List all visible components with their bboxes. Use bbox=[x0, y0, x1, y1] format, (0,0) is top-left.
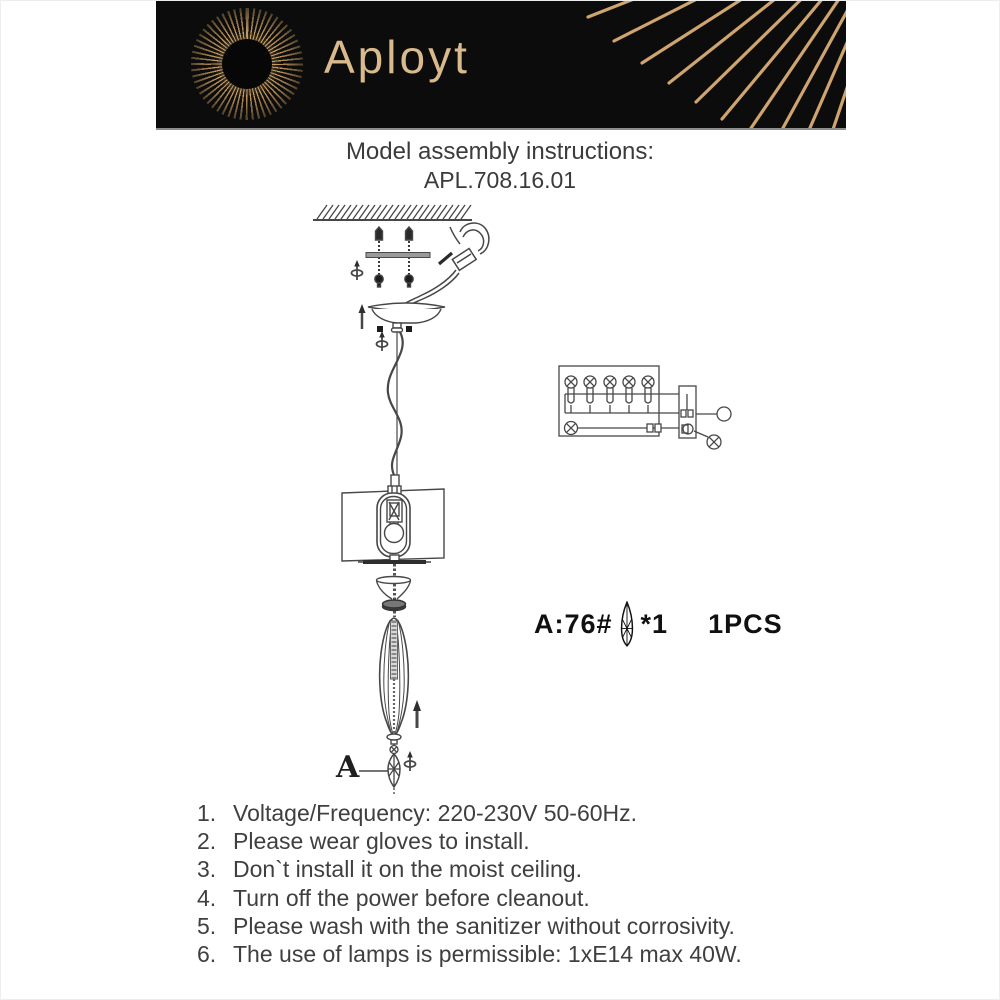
instruction-text: Turn off the power before cleanout. bbox=[233, 884, 590, 911]
instruction-item bbox=[197, 827, 897, 855]
instruction-number: 4. bbox=[197, 884, 217, 911]
ceiling-canopy bbox=[368, 303, 445, 332]
instruction-text: The use of lamps is permissible: 1xE14 max 40W. bbox=[233, 941, 742, 968]
instruction-number: 1. bbox=[197, 800, 217, 826]
wire-connector bbox=[403, 223, 489, 307]
instruction-number: 2. bbox=[197, 828, 217, 855]
glass-teardrop bbox=[380, 618, 409, 744]
instruction-number: 6. bbox=[197, 941, 217, 968]
mounting-screws bbox=[366, 227, 430, 287]
part-spec-pcs: 1PCS bbox=[708, 608, 783, 639]
rotate-icon bbox=[352, 260, 363, 280]
instruction-text: Voltage/Frequency: 220-230V 50-60Hz. bbox=[233, 800, 638, 826]
instruction-text: Please wear gloves to install. bbox=[233, 828, 530, 855]
instruction-item bbox=[197, 884, 897, 912]
part-label: A bbox=[336, 750, 360, 785]
rotate-icon bbox=[377, 331, 388, 351]
instruction-number: 3. bbox=[197, 856, 217, 883]
page-title: Model assembly instructions: bbox=[345, 138, 655, 165]
part-spec-code: A:76# bbox=[534, 608, 613, 639]
rotate-icon bbox=[405, 751, 416, 771]
instruction-text: Please wash with the sanitizer without corrosivity. bbox=[233, 912, 735, 939]
part-spec-count: *1 bbox=[640, 608, 669, 639]
up-arrow-icon bbox=[413, 700, 421, 728]
pendant-cord bbox=[388, 332, 403, 492]
ceiling-hatch bbox=[313, 205, 472, 220]
part-spec bbox=[534, 601, 783, 647]
crystal-drop bbox=[359, 744, 400, 796]
instructions-list bbox=[197, 799, 897, 968]
wiring-diagram bbox=[559, 366, 731, 449]
instruction-item bbox=[197, 912, 897, 940]
instruction-item bbox=[197, 855, 897, 883]
brand-name: Aployt bbox=[324, 31, 470, 83]
instruction-number: 5. bbox=[197, 912, 217, 939]
up-arrow-icon bbox=[359, 304, 366, 329]
instruction-item bbox=[197, 940, 897, 968]
crystal-drop-icon bbox=[617, 601, 637, 647]
instruction-text: Don`t install it on the moist ceiling. bbox=[233, 856, 582, 883]
instruction-item bbox=[197, 799, 897, 827]
model-number: APL.708.16.01 bbox=[423, 167, 577, 193]
